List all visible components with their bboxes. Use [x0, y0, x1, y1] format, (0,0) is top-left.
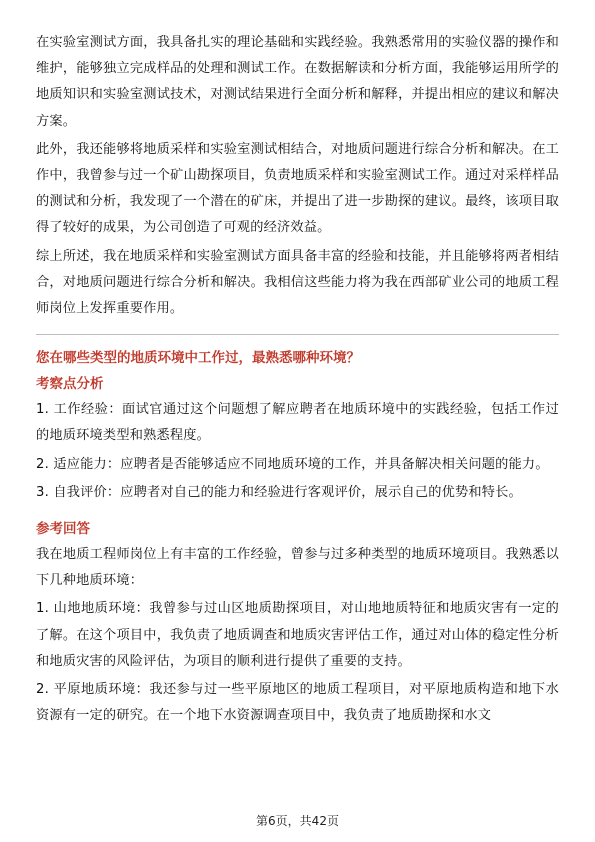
analysis-item: 2. 适应能力：应聘者是否能够适应不同地质环境的工作，并具备解决相关问题的能力。 [36, 456, 549, 472]
answer-item: 2. 平原地质环境：我还参与过一些平原地区的地质工程项目，对平原地质构造和地下水资源有一定的研究。在一个地下水资源调查项目中，我负责了地质勘探和水文 [36, 682, 559, 724]
intro-paragraph-summary: 综上所述，我在地质采样和实验室测试方面具备丰富的经验和技能，并且能够将两者相结合，对地质问题进行综合分析和解决。我相信这些能力将为我在西部矿业公司的地质工程师岗位上发挥重要作用。 [36, 248, 559, 317]
answer-intro: 我在地质工程师岗位上有丰富的工作经验，曾参与过多种类型的地质环境项目。我熟悉以下几种地质环境： [36, 547, 559, 589]
document-body [36, 30, 559, 731]
intro-paragraph-lab-testing: 在实验室测试方面，我具备扎实的理论基础和实践经验。我熟悉常用的实验仪器的操作和维护，能够独立完成样品的处理和测试工作。在数据解读和分析方面，我能够运用所学的地质知识和实验室测试技术，对测试结果进行全面分析和解释，并提出相应的建议和解决方案。 [36, 35, 559, 129]
analysis-item: 1. 工作经验：面试官通过这个问题想了解应聘者在地质环境中的实践经验，包括工作过的地质环境类型和熟悉程度。 [36, 402, 559, 444]
section-divider [36, 334, 559, 335]
answer-item: 1. 山地地质环境：我曾参与过山区地质勘探项目，对山地地质特征和地质灾害有一定的了解。在这个项目中，我负责了地质调查和地质灾害评估工作，通过对山体的稳定性分析和地质灾害的风险评估，为项目的顺利进行提供了重要的支持。 [36, 601, 559, 669]
intro-paragraph-project-experience: 此外，我还能够将地质采样和实验室测试相结合，对地质问题进行综合分析和解决。在工作中，我曾参与过一个矿山勘探项目，负责地质采样和实验室测试工作。通过对采样样品的测试和分析，我发现了一个潜在的矿床，并提出了进一步勘探的建议。最终，该项目取得了较好的成果，为公司创造了可观的经济效益。 [36, 141, 559, 236]
analysis-item: 3. 自我评价：应聘者对自己的能力和经验进行客观评价，展示自己的优势和特长。 [36, 484, 522, 500]
analysis-heading: 考察点分析 [36, 376, 104, 393]
section-gap [36, 508, 559, 516]
page-number: 第6页，共42页 [256, 814, 339, 828]
answer-heading: 参考回答 [36, 521, 90, 538]
question-title: 您在哪些类型的地质环境中工作过，最熟悉哪种环境？ [36, 350, 360, 367]
